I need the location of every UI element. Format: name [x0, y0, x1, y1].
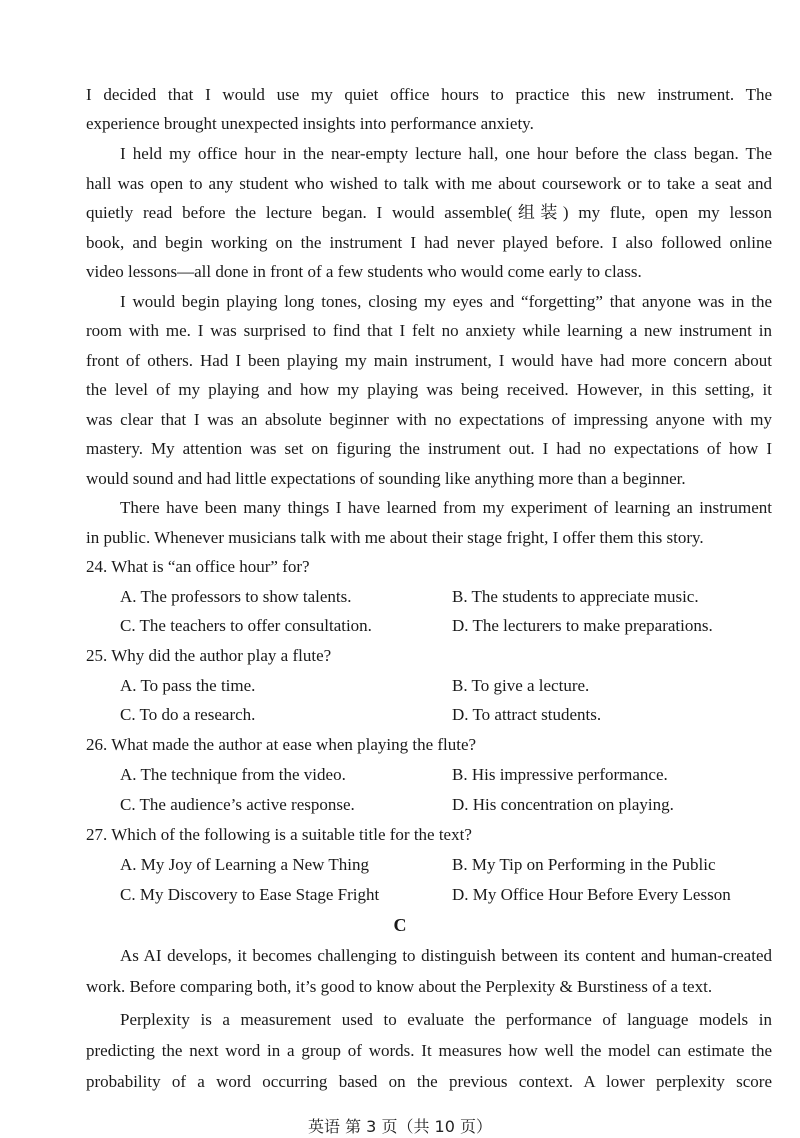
passage-line: There have been many things I have learned from my experiment of learning an instrument	[120, 498, 772, 517]
question-27-option-b[interactable]: B. My Tip on Performing in the Public	[452, 855, 716, 874]
passage-line: quietly read before the lecture began. I would assemble(组装) my flute, open my lesson	[86, 203, 772, 222]
question-26-option-d[interactable]: D. His concentration on playing.	[452, 795, 674, 814]
question-27-option-a[interactable]: A. My Joy of Learning a New Thing	[120, 855, 369, 874]
passage-line: book, and begin working on the instrument I had never played before. I also followed online	[86, 233, 772, 252]
question-26-option-a[interactable]: A. The technique from the video.	[120, 765, 346, 784]
question-24-option-c[interactable]: C. The teachers to offer consultation.	[120, 616, 372, 635]
passage-line: the level of my playing and how my playing was being received. However, in this setting, it	[86, 380, 772, 399]
question-25-option-d[interactable]: D. To attract students.	[452, 705, 602, 724]
passage-line: hall was open to any student who wished to talk with me about coursework or to take a seat and	[86, 174, 772, 193]
passage-line: Perplexity is a measurement used to evaluate the performance of language models in	[120, 1010, 772, 1029]
question-27-stem: 27. Which of the following is a suitable title for the text?	[86, 825, 472, 844]
passage-line: As AI develops, it becomes challenging to distinguish between its content and human-created	[120, 946, 772, 965]
page-footer: 英语 第 3 页（共 10 页）	[308, 1117, 492, 1136]
passage-line: I would begin playing long tones, closing my eyes and “forgetting” that anyone was in the	[120, 292, 772, 311]
question-27-option-c[interactable]: C. My Discovery to Ease Stage Fright	[120, 885, 380, 904]
passage-line: I decided that I would use my quiet office hours to practice this new instrument. The	[86, 85, 772, 104]
passage-line: front of others. Had I been playing my main instrument, I would have had more concern about	[86, 351, 772, 370]
question-24-option-b[interactable]: B. The students to appreciate music.	[452, 587, 699, 606]
question-26-stem: 26. What made the author at ease when playing the flute?	[86, 735, 477, 754]
section-heading: C	[393, 915, 407, 935]
passage-line: predicting the next word in a group of words. It measures how well the model can estimate the	[86, 1041, 772, 1060]
passage-line: experience brought unexpected insights into performance anxiety.	[86, 114, 534, 133]
passage-line: in public. Whenever musicians talk with me about their stage fright, I offer them this story.	[86, 528, 704, 547]
question-24-option-d[interactable]: D. The lecturers to make preparations.	[452, 616, 713, 635]
passage-line: mastery. My attention was set on figuring the instrument out. I had no expectations of how I	[86, 439, 772, 458]
question-24-stem: 24. What is “an office hour” for?	[86, 557, 310, 576]
question-25-option-a[interactable]: A. To pass the time.	[120, 676, 256, 695]
passage-line: room with me. I was surprised to find that I felt no anxiety while learning a new instrument in	[86, 321, 772, 340]
question-24-option-a[interactable]: A. The professors to show talents.	[120, 587, 352, 606]
passage-line: would sound and had little expectations of sounding like anything more than a beginner.	[86, 469, 686, 488]
passage-line: I held my office hour in the near-empty lecture hall, one hour before the class began. The	[120, 144, 772, 163]
question-27-option-d[interactable]: D. My Office Hour Before Every Lesson	[452, 885, 731, 904]
passage-line: work. Before comparing both, it’s good to know about the Perplexity & Burstiness of a text.	[86, 977, 713, 996]
question-26-option-b[interactable]: B. His impressive performance.	[452, 765, 668, 784]
passage-line: probability of a word occurring based on the previous context. A lower perplexity score	[86, 1072, 772, 1091]
question-25-option-b[interactable]: B. To give a lecture.	[452, 676, 590, 695]
passage-line: video lessons—all done in front of a few students who would come early to class.	[86, 262, 642, 281]
question-26-option-c[interactable]: C. The audience’s active response.	[120, 795, 355, 814]
question-25-option-c[interactable]: C. To do a research.	[120, 705, 256, 724]
passage-line: was clear that I was an absolute beginner with no expectations of impressing anyone with my	[86, 410, 772, 429]
question-25-stem: 25. Why did the author play a flute?	[86, 646, 332, 665]
